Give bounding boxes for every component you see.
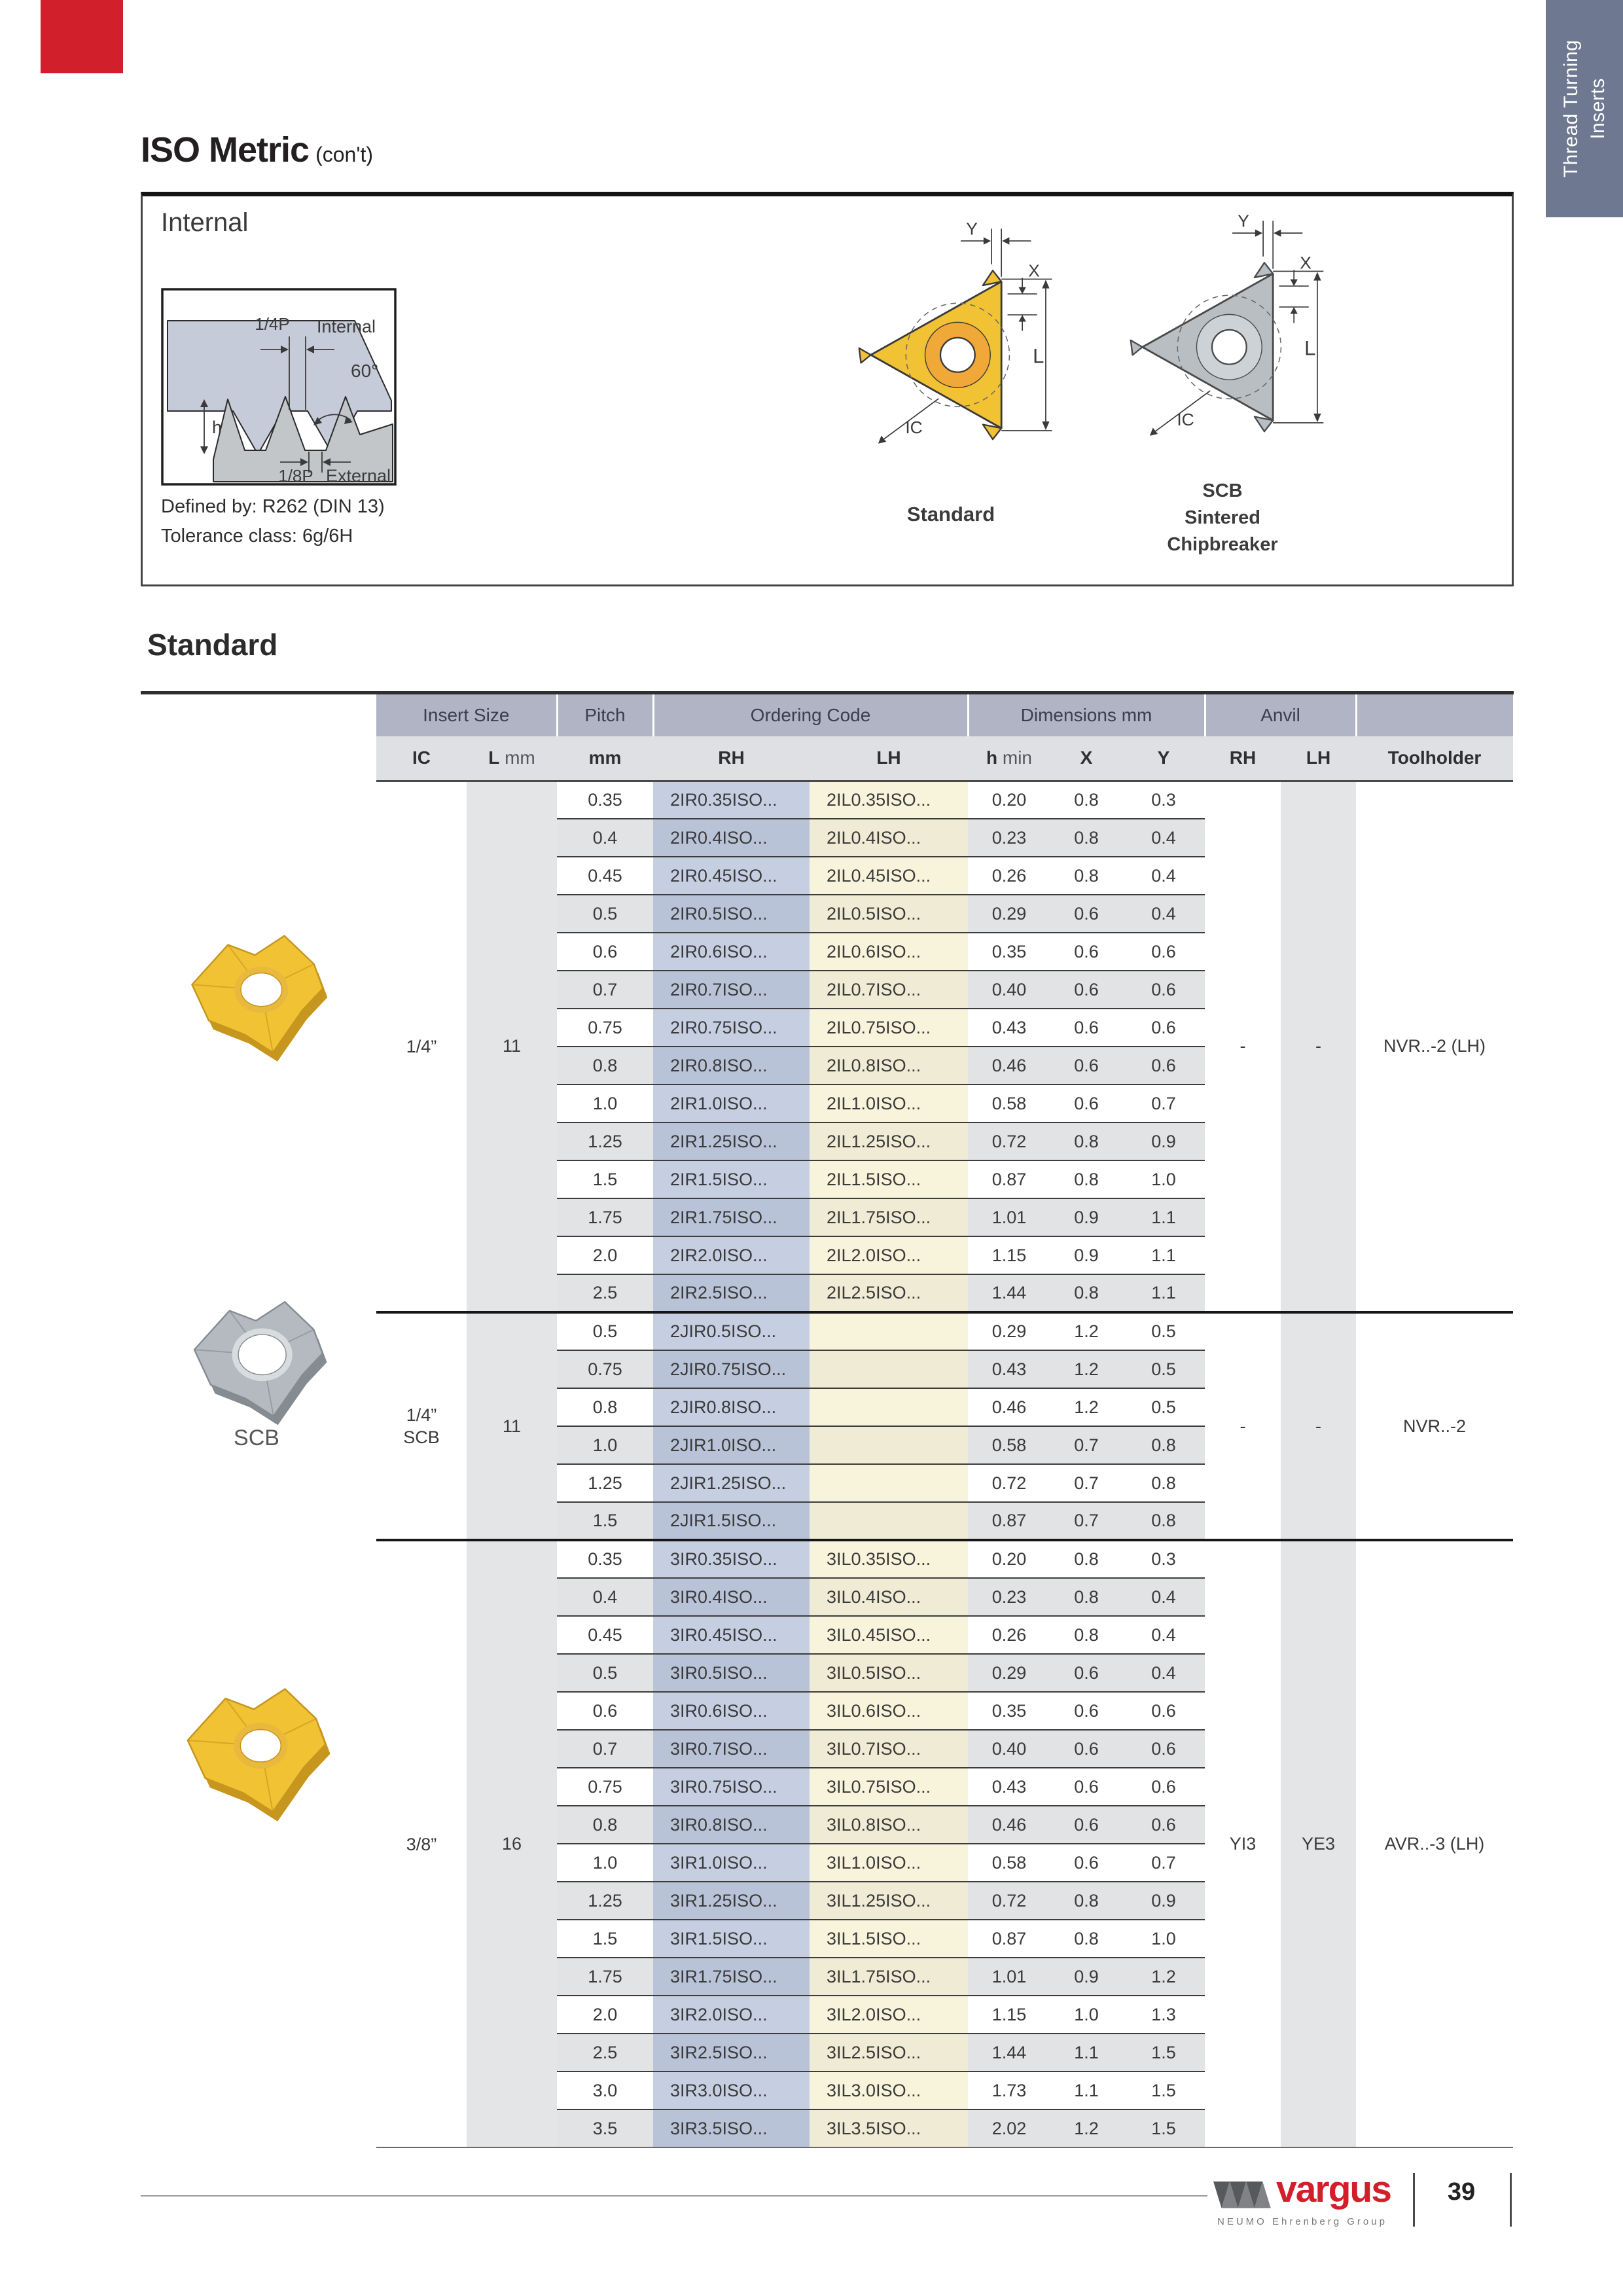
table-cell-hmin: 2.02 bbox=[968, 2109, 1050, 2147]
table-cell-pitch: 0.4 bbox=[557, 819, 653, 857]
table-cell-ordering-code-rh: 2JIR1.5ISO... bbox=[653, 1502, 810, 1540]
tolerance-line: Tolerance class: 6g/6H bbox=[161, 526, 353, 547]
table-cell-hmin: 0.72 bbox=[968, 1882, 1050, 1920]
table-cell-y: 1.2 bbox=[1122, 1958, 1205, 1996]
svg-text:X: X bbox=[1028, 260, 1040, 281]
table-cell-x: 1.2 bbox=[1050, 1350, 1122, 1388]
table-cell-toolholder: NVR..-2 (LH) bbox=[1356, 781, 1513, 1312]
table-cell-x: 0.8 bbox=[1050, 781, 1122, 819]
table-column-header: h min bbox=[968, 736, 1050, 781]
table-cell-y: 0.4 bbox=[1122, 819, 1205, 857]
table-cell-pitch: 1.0 bbox=[557, 1085, 653, 1122]
table-cell-y: 0.4 bbox=[1122, 895, 1205, 933]
table-cell-ordering-code-lh: 3IL0.45ISO... bbox=[810, 1616, 968, 1654]
table-cell-hmin: 0.35 bbox=[968, 1692, 1050, 1730]
table-cell-pitch: 0.45 bbox=[557, 857, 653, 895]
vargus-logo-text: vargus bbox=[1276, 2168, 1391, 2210]
table-cell-ordering-code-lh: 2IL2.0ISO... bbox=[810, 1236, 968, 1274]
table-cell-y: 0.6 bbox=[1122, 1806, 1205, 1844]
table-cell-ordering-code-rh: 3IR0.45ISO... bbox=[653, 1616, 810, 1654]
table-cell-y: 0.4 bbox=[1122, 1578, 1205, 1616]
table-cell-y: 1.5 bbox=[1122, 2034, 1205, 2072]
table-cell-pitch: 0.6 bbox=[557, 1692, 653, 1730]
table-cell-ordering-code-rh: 3IR1.25ISO... bbox=[653, 1882, 810, 1920]
svg-text:L: L bbox=[1033, 344, 1044, 368]
table-column-header: LH bbox=[1281, 736, 1356, 781]
table-cell-x: 1.2 bbox=[1050, 1388, 1122, 1426]
table-cell-pitch: 0.45 bbox=[557, 1616, 653, 1654]
internal-heading: Internal bbox=[161, 208, 249, 237]
table-cell-ordering-code-lh: 2IL1.75ISO... bbox=[810, 1198, 968, 1236]
table-cell-ordering-code-lh: 2IL0.7ISO... bbox=[810, 971, 968, 1009]
table-cell-pitch: 1.5 bbox=[557, 1160, 653, 1198]
table-group-header: Dimensions mm bbox=[968, 694, 1205, 736]
table-cell-pitch: 2.0 bbox=[557, 1236, 653, 1274]
table-cell-x: 0.6 bbox=[1050, 1730, 1122, 1768]
table-cell-hmin: 0.58 bbox=[968, 1085, 1050, 1122]
table-cell-ordering-code-rh: 3IR1.75ISO... bbox=[653, 1958, 810, 1996]
table-cell-ordering-code-lh: 3IL0.35ISO... bbox=[810, 1540, 968, 1578]
table-cell-pitch: 0.75 bbox=[557, 1009, 653, 1047]
standard-inserts-table bbox=[376, 694, 1513, 2148]
table-cell-ordering-code-rh: 3IR2.0ISO... bbox=[653, 1996, 810, 2034]
table-cell-ordering-code-lh: 3IL1.25ISO... bbox=[810, 1882, 968, 1920]
table-cell-ordering-code-rh: 3IR3.0ISO... bbox=[653, 2072, 810, 2109]
footer-rule bbox=[141, 2195, 1207, 2197]
vargus-logo-icon bbox=[1213, 2177, 1273, 2214]
table-cell-y: 0.5 bbox=[1122, 1350, 1205, 1388]
page-title-suffix: (con't) bbox=[315, 143, 373, 166]
table-cell-y: 0.4 bbox=[1122, 1654, 1205, 1692]
table-cell-y: 0.6 bbox=[1122, 1730, 1205, 1768]
table-cell-ordering-code-lh: 2IL0.75ISO... bbox=[810, 1009, 968, 1047]
table-cell-ordering-code-lh: 2IL2.5ISO... bbox=[810, 1274, 968, 1312]
table-cell-ordering-code-lh bbox=[810, 1426, 968, 1464]
table-cell-pitch: 1.75 bbox=[557, 1198, 653, 1236]
table-cell-hmin: 0.23 bbox=[968, 819, 1050, 857]
table-cell-ordering-code-rh: 3IR0.4ISO... bbox=[653, 1578, 810, 1616]
table-cell-hmin: 0.35 bbox=[968, 933, 1050, 971]
footer-divider-right bbox=[1510, 2173, 1512, 2227]
table-cell-pitch: 2.5 bbox=[557, 2034, 653, 2072]
table-cell-hmin: 1.15 bbox=[968, 1996, 1050, 2034]
table-cell-lmm: 11 bbox=[467, 781, 557, 1312]
table-cell-hmin: 0.87 bbox=[968, 1502, 1050, 1540]
table-cell-y: 1.1 bbox=[1122, 1236, 1205, 1274]
table-cell-hmin: 0.20 bbox=[968, 781, 1050, 819]
table-cell-pitch: 0.75 bbox=[557, 1350, 653, 1388]
table-cell-x: 0.6 bbox=[1050, 1768, 1122, 1806]
table-cell-y: 0.6 bbox=[1122, 1047, 1205, 1085]
table-cell-x: 0.6 bbox=[1050, 971, 1122, 1009]
table-cell-ordering-code-rh: 3IR3.5ISO... bbox=[653, 2109, 810, 2147]
table-cell-hmin: 0.87 bbox=[968, 1920, 1050, 1958]
table-cell-pitch: 1.5 bbox=[557, 1920, 653, 1958]
table-cell-ordering-code-lh: 2IL1.25ISO... bbox=[810, 1122, 968, 1160]
table-cell-ordering-code-lh bbox=[810, 1350, 968, 1388]
section-heading-standard: Standard bbox=[147, 628, 278, 662]
table-cell-ordering-code-rh: 3IR0.35ISO... bbox=[653, 1540, 810, 1578]
table-cell-pitch: 0.5 bbox=[557, 1312, 653, 1350]
table-cell-ordering-code-lh: 2IL0.8ISO... bbox=[810, 1047, 968, 1085]
table-cell-pitch: 1.25 bbox=[557, 1882, 653, 1920]
table-cell-hmin: 0.58 bbox=[968, 1844, 1050, 1882]
table-cell-pitch: 0.6 bbox=[557, 933, 653, 971]
table-cell-anvil-lh: - bbox=[1281, 781, 1356, 1312]
table-cell-y: 0.6 bbox=[1122, 1768, 1205, 1806]
table-cell-ordering-code-rh: 2IR0.35ISO... bbox=[653, 781, 810, 819]
table-cell-ordering-code-lh: 3IL0.75ISO... bbox=[810, 1768, 968, 1806]
table-cell-pitch: 0.75 bbox=[557, 1768, 653, 1806]
table-cell-ordering-code-lh bbox=[810, 1312, 968, 1350]
standard-figure-caption: Standard bbox=[906, 503, 995, 526]
insert-photo-quarter-inch bbox=[175, 924, 336, 1065]
table-cell-x: 0.6 bbox=[1050, 1654, 1122, 1692]
svg-text:h: h bbox=[212, 418, 223, 437]
table-cell-ordering-code-lh: 2IL1.0ISO... bbox=[810, 1085, 968, 1122]
table-cell-x: 0.8 bbox=[1050, 1920, 1122, 1958]
internal-section-box bbox=[141, 192, 1514, 586]
table-cell-ordering-code-rh: 2IR0.75ISO... bbox=[653, 1009, 810, 1047]
table-cell-hmin: 0.29 bbox=[968, 1654, 1050, 1692]
table-cell-y: 0.3 bbox=[1122, 781, 1205, 819]
table-cell-ordering-code-rh: 2IR0.6ISO... bbox=[653, 933, 810, 971]
table-cell-x: 1.2 bbox=[1050, 2109, 1122, 2147]
table-cell-ordering-code-rh: 2JIR1.25ISO... bbox=[653, 1464, 810, 1502]
table-cell-ordering-code-lh: 2IL0.35ISO... bbox=[810, 781, 968, 819]
scb-photo-caption: SCB bbox=[234, 1426, 279, 1450]
table-cell-ordering-code-lh bbox=[810, 1388, 968, 1426]
svg-text:X: X bbox=[1300, 253, 1311, 273]
standard-table bbox=[376, 694, 1513, 2148]
table-cell-hmin: 0.43 bbox=[968, 1009, 1050, 1047]
table-cell-x: 0.6 bbox=[1050, 1692, 1122, 1730]
table-cell-y: 0.9 bbox=[1122, 1882, 1205, 1920]
table-cell-ordering-code-rh: 2JIR0.75ISO... bbox=[653, 1350, 810, 1388]
table-cell-y: 0.3 bbox=[1122, 1540, 1205, 1578]
table-cell-ordering-code-rh: 2JIR0.8ISO... bbox=[653, 1388, 810, 1426]
table-cell-pitch: 0.4 bbox=[557, 1578, 653, 1616]
table-cell-ordering-code-rh: 3IR1.5ISO... bbox=[653, 1920, 810, 1958]
table-cell-y: 0.8 bbox=[1122, 1502, 1205, 1540]
table-cell-pitch: 1.0 bbox=[557, 1844, 653, 1882]
table-row bbox=[376, 781, 1513, 819]
table-cell-y: 0.6 bbox=[1122, 1692, 1205, 1730]
table-cell-hmin: 0.87 bbox=[968, 1160, 1050, 1198]
table-row bbox=[376, 1540, 1513, 1578]
page-corner-marker bbox=[41, 0, 123, 73]
table-column-header: L mm bbox=[467, 736, 557, 781]
table-cell-y: 0.6 bbox=[1122, 971, 1205, 1009]
table-cell-ordering-code-rh: 2IR1.25ISO... bbox=[653, 1122, 810, 1160]
table-column-header: mm bbox=[557, 736, 653, 781]
table-cell-ordering-code-rh: 3IR0.75ISO... bbox=[653, 1768, 810, 1806]
table-cell-y: 1.1 bbox=[1122, 1274, 1205, 1312]
table-cell-x: 0.6 bbox=[1050, 1085, 1122, 1122]
table-cell-x: 0.6 bbox=[1050, 1844, 1122, 1882]
table-cell-ordering-code-rh: 2IR1.5ISO... bbox=[653, 1160, 810, 1198]
table-cell-hmin: 1.44 bbox=[968, 1274, 1050, 1312]
table-cell-ordering-code-lh: 3IL0.7ISO... bbox=[810, 1730, 968, 1768]
svg-text:IC: IC bbox=[1177, 409, 1194, 429]
table-cell-ordering-code-rh: 2IR0.7ISO... bbox=[653, 971, 810, 1009]
table-cell-x: 1.1 bbox=[1050, 2072, 1122, 2109]
table-row bbox=[376, 1312, 1513, 1350]
table-cell-ordering-code-lh bbox=[810, 1502, 968, 1540]
table-cell-hmin: 0.72 bbox=[968, 1122, 1050, 1160]
insert-photo-scb bbox=[178, 1291, 335, 1428]
table-cell-ordering-code-lh: 3IL0.8ISO... bbox=[810, 1806, 968, 1844]
table-cell-y: 0.5 bbox=[1122, 1312, 1205, 1350]
table-cell-ordering-code-lh: 3IL2.0ISO... bbox=[810, 1996, 968, 2034]
table-cell-ordering-code-lh: 2IL0.45ISO... bbox=[810, 857, 968, 895]
table-cell-x: 0.6 bbox=[1050, 1009, 1122, 1047]
table-cell-x: 0.9 bbox=[1050, 1236, 1122, 1274]
thread-standard-notes bbox=[161, 492, 385, 551]
table-cell-x: 0.8 bbox=[1050, 819, 1122, 857]
table-cell-x: 0.8 bbox=[1050, 1578, 1122, 1616]
table-cell-x: 0.8 bbox=[1050, 1540, 1122, 1578]
svg-text:Y: Y bbox=[966, 220, 978, 239]
table-cell-ordering-code-lh: 3IL0.6ISO... bbox=[810, 1692, 968, 1730]
table-cell-ordering-code-lh: 3IL0.4ISO... bbox=[810, 1578, 968, 1616]
table-cell-hmin: 1.01 bbox=[968, 1198, 1050, 1236]
table-cell-hmin: 0.26 bbox=[968, 1616, 1050, 1654]
table-cell-y: 0.7 bbox=[1122, 1844, 1205, 1882]
table-cell-hmin: 0.46 bbox=[968, 1388, 1050, 1426]
table-cell-x: 0.8 bbox=[1050, 1122, 1122, 1160]
table-cell-toolholder: NVR..-2 bbox=[1356, 1312, 1513, 1540]
svg-text:1/8P: 1/8P bbox=[278, 466, 313, 486]
table-cell-x: 0.7 bbox=[1050, 1426, 1122, 1464]
table-cell-pitch: 3.0 bbox=[557, 2072, 653, 2109]
table-cell-y: 0.9 bbox=[1122, 1122, 1205, 1160]
table-cell-ordering-code-lh: 3IL2.5ISO... bbox=[810, 2034, 968, 2072]
svg-text:Y: Y bbox=[1238, 212, 1249, 231]
table-group-header bbox=[1356, 694, 1513, 736]
scb-figure-caption: SCB Sintered Chipbreaker bbox=[1167, 480, 1278, 555]
table-cell-y: 0.8 bbox=[1122, 1426, 1205, 1464]
table-cell-pitch: 2.5 bbox=[557, 1274, 653, 1312]
standard-insert-figure bbox=[846, 220, 1056, 485]
table-cell-ordering-code-lh bbox=[810, 1464, 968, 1502]
table-cell-x: 0.6 bbox=[1050, 1047, 1122, 1085]
table-cell-pitch: 0.7 bbox=[557, 971, 653, 1009]
table-cell-ordering-code-rh: 2IR1.0ISO... bbox=[653, 1085, 810, 1122]
svg-text:Internal: Internal bbox=[317, 317, 376, 336]
table-cell-ordering-code-rh: 2IR1.75ISO... bbox=[653, 1198, 810, 1236]
table-cell-ordering-code-rh: 3IR0.8ISO... bbox=[653, 1806, 810, 1844]
table-cell-anvil-rh: YI3 bbox=[1205, 1540, 1281, 2147]
table-cell-hmin: 0.29 bbox=[968, 1312, 1050, 1350]
table-cell-pitch: 0.8 bbox=[557, 1047, 653, 1085]
table-cell-pitch: 3.5 bbox=[557, 2109, 653, 2147]
table-group-header: Pitch bbox=[557, 694, 653, 736]
table-cell-lmm: 11 bbox=[467, 1312, 557, 1540]
table-cell-y: 0.6 bbox=[1122, 933, 1205, 971]
table-cell-ordering-code-rh: 3IR1.0ISO... bbox=[653, 1844, 810, 1882]
table-cell-x: 1.2 bbox=[1050, 1312, 1122, 1350]
table-cell-x: 0.8 bbox=[1050, 857, 1122, 895]
table-cell-y: 0.4 bbox=[1122, 1616, 1205, 1654]
table-cell-anvil-rh: - bbox=[1205, 781, 1281, 1312]
table-cell-x: 0.8 bbox=[1050, 1160, 1122, 1198]
table-cell-ordering-code-rh: 2JIR0.5ISO... bbox=[653, 1312, 810, 1350]
table-cell-anvil-rh: - bbox=[1205, 1312, 1281, 1540]
scb-insert-figure bbox=[1118, 212, 1327, 477]
table-cell-y: 1.0 bbox=[1122, 1160, 1205, 1198]
table-cell-pitch: 0.35 bbox=[557, 781, 653, 819]
table-cell-x: 0.6 bbox=[1050, 933, 1122, 971]
table-cell-ordering-code-lh: 3IL1.5ISO... bbox=[810, 1920, 968, 1958]
table-cell-x: 0.6 bbox=[1050, 1806, 1122, 1844]
insert-photo-three-eighths-inch bbox=[170, 1677, 339, 1825]
table-cell-ordering-code-rh: 2IR0.45ISO... bbox=[653, 857, 810, 895]
table-cell-x: 0.8 bbox=[1050, 1882, 1122, 1920]
table-cell-ordering-code-lh: 2IL0.5ISO... bbox=[810, 895, 968, 933]
defined-by-line: Defined by: R262 (DIN 13) bbox=[161, 496, 385, 517]
table-cell-x: 0.9 bbox=[1050, 1958, 1122, 1996]
table-cell-hmin: 0.58 bbox=[968, 1426, 1050, 1464]
table-cell-ordering-code-rh: 2IR0.5ISO... bbox=[653, 895, 810, 933]
table-cell-hmin: 0.20 bbox=[968, 1540, 1050, 1578]
table-cell-y: 1.0 bbox=[1122, 1920, 1205, 1958]
table-cell-y: 1.5 bbox=[1122, 2109, 1205, 2147]
table-cell-pitch: 1.75 bbox=[557, 1958, 653, 1996]
table-cell-pitch: 0.7 bbox=[557, 1730, 653, 1768]
table-cell-y: 0.8 bbox=[1122, 1464, 1205, 1502]
table-cell-ordering-code-lh: 2IL0.4ISO... bbox=[810, 819, 968, 857]
table-column-header: Toolholder bbox=[1356, 736, 1513, 781]
table-cell-ordering-code-rh: 3IR0.6ISO... bbox=[653, 1692, 810, 1730]
svg-text:60°: 60° bbox=[351, 361, 379, 381]
table-cell-hmin: 0.40 bbox=[968, 971, 1050, 1009]
table-cell-hmin: 0.26 bbox=[968, 857, 1050, 895]
page-title: ISO Metric (con't) bbox=[141, 130, 373, 170]
table-cell-ordering-code-rh: 2IR2.0ISO... bbox=[653, 1236, 810, 1274]
table-cell-pitch: 1.25 bbox=[557, 1464, 653, 1502]
page-number: 39 bbox=[1447, 2178, 1476, 2206]
table-cell-x: 0.8 bbox=[1050, 1616, 1122, 1654]
table-cell-pitch: 2.0 bbox=[557, 1996, 653, 2034]
table-cell-hmin: 1.15 bbox=[968, 1236, 1050, 1274]
table-cell-ordering-code-rh: 2IR0.8ISO... bbox=[653, 1047, 810, 1085]
table-cell-pitch: 0.8 bbox=[557, 1388, 653, 1426]
table-cell-anvil-lh: - bbox=[1281, 1312, 1356, 1540]
table-cell-hmin: 1.44 bbox=[968, 2034, 1050, 2072]
table-cell-ic: 1/4” SCB bbox=[376, 1312, 467, 1540]
table-cell-y: 1.3 bbox=[1122, 1996, 1205, 2034]
table-cell-x: 0.9 bbox=[1050, 1198, 1122, 1236]
table-cell-ordering-code-lh: 3IL3.5ISO... bbox=[810, 2109, 968, 2147]
svg-text:IC: IC bbox=[905, 417, 923, 437]
table-cell-hmin: 1.01 bbox=[968, 1958, 1050, 1996]
table-cell-ordering-code-lh: 3IL3.0ISO... bbox=[810, 2072, 968, 2109]
svg-text:1/4P: 1/4P bbox=[255, 314, 290, 334]
table-cell-ordering-code-lh: 3IL0.5ISO... bbox=[810, 1654, 968, 1692]
table-column-header: LH bbox=[810, 736, 968, 781]
table-cell-x: 0.6 bbox=[1050, 895, 1122, 933]
table-cell-pitch: 1.25 bbox=[557, 1122, 653, 1160]
table-cell-ordering-code-lh: 2IL0.6ISO... bbox=[810, 933, 968, 971]
table-cell-ic: 1/4” bbox=[376, 781, 467, 1312]
side-tab-label: Thread Turning Inserts bbox=[1560, 39, 1609, 178]
table-cell-y: 0.4 bbox=[1122, 857, 1205, 895]
table-column-header: RH bbox=[653, 736, 810, 781]
table-column-header: X bbox=[1050, 736, 1122, 781]
vargus-logo-subtext: NEUMO Ehrenberg Group bbox=[1217, 2216, 1387, 2227]
thread-profile-diagram bbox=[161, 288, 397, 486]
table-cell-hmin: 0.72 bbox=[968, 1464, 1050, 1502]
table-cell-x: 1.1 bbox=[1050, 2034, 1122, 2072]
svg-text:External: External bbox=[326, 466, 391, 486]
table-cell-toolholder: AVR..-3 (LH) bbox=[1356, 1540, 1513, 2147]
table-cell-pitch: 1.0 bbox=[557, 1426, 653, 1464]
table-cell-x: 0.7 bbox=[1050, 1502, 1122, 1540]
table-cell-hmin: 0.43 bbox=[968, 1350, 1050, 1388]
table-cell-lmm: 16 bbox=[467, 1540, 557, 2147]
table-cell-hmin: 1.73 bbox=[968, 2072, 1050, 2109]
table-cell-y: 0.7 bbox=[1122, 1085, 1205, 1122]
side-tab-thread-turning-inserts[interactable] bbox=[1546, 0, 1623, 217]
table-cell-ordering-code-rh: 2IR0.4ISO... bbox=[653, 819, 810, 857]
table-cell-pitch: 0.8 bbox=[557, 1806, 653, 1844]
table-cell-pitch: 0.5 bbox=[557, 895, 653, 933]
table-cell-ic: 3/8” bbox=[376, 1540, 467, 2147]
table-group-header: Anvil bbox=[1205, 694, 1356, 736]
table-cell-ordering-code-rh: 2IR2.5ISO... bbox=[653, 1274, 810, 1312]
table-cell-y: 0.5 bbox=[1122, 1388, 1205, 1426]
table-cell-ordering-code-lh: 3IL1.75ISO... bbox=[810, 1958, 968, 1996]
table-cell-hmin: 0.46 bbox=[968, 1806, 1050, 1844]
table-cell-pitch: 0.35 bbox=[557, 1540, 653, 1578]
svg-text:L: L bbox=[1304, 336, 1316, 360]
table-cell-hmin: 0.40 bbox=[968, 1730, 1050, 1768]
table-cell-anvil-lh: YE3 bbox=[1281, 1540, 1356, 2147]
table-cell-hmin: 0.46 bbox=[968, 1047, 1050, 1085]
table-group-header: Ordering Code bbox=[653, 694, 968, 736]
table-cell-ordering-code-rh: 3IR0.7ISO... bbox=[653, 1730, 810, 1768]
table-cell-y: 0.6 bbox=[1122, 1009, 1205, 1047]
table-cell-pitch: 1.5 bbox=[557, 1502, 653, 1540]
table-column-header: IC bbox=[376, 736, 467, 781]
table-cell-ordering-code-rh: 3IR2.5ISO... bbox=[653, 2034, 810, 2072]
table-cell-ordering-code-lh: 3IL1.0ISO... bbox=[810, 1844, 968, 1882]
table-cell-pitch: 0.5 bbox=[557, 1654, 653, 1692]
table-cell-ordering-code-rh: 2JIR1.0ISO... bbox=[653, 1426, 810, 1464]
table-column-header: Y bbox=[1122, 736, 1205, 781]
table-cell-hmin: 0.23 bbox=[968, 1578, 1050, 1616]
table-cell-y: 1.5 bbox=[1122, 2072, 1205, 2109]
table-cell-x: 0.7 bbox=[1050, 1464, 1122, 1502]
table-cell-y: 1.1 bbox=[1122, 1198, 1205, 1236]
table-cell-ordering-code-rh: 3IR0.5ISO... bbox=[653, 1654, 810, 1692]
table-cell-hmin: 0.43 bbox=[968, 1768, 1050, 1806]
table-column-header: RH bbox=[1205, 736, 1281, 781]
table-cell-x: 1.0 bbox=[1050, 1996, 1122, 2034]
table-group-header: Insert Size bbox=[376, 694, 557, 736]
table-cell-x: 0.8 bbox=[1050, 1274, 1122, 1312]
table-cell-ordering-code-lh: 2IL1.5ISO... bbox=[810, 1160, 968, 1198]
table-cell-hmin: 0.29 bbox=[968, 895, 1050, 933]
